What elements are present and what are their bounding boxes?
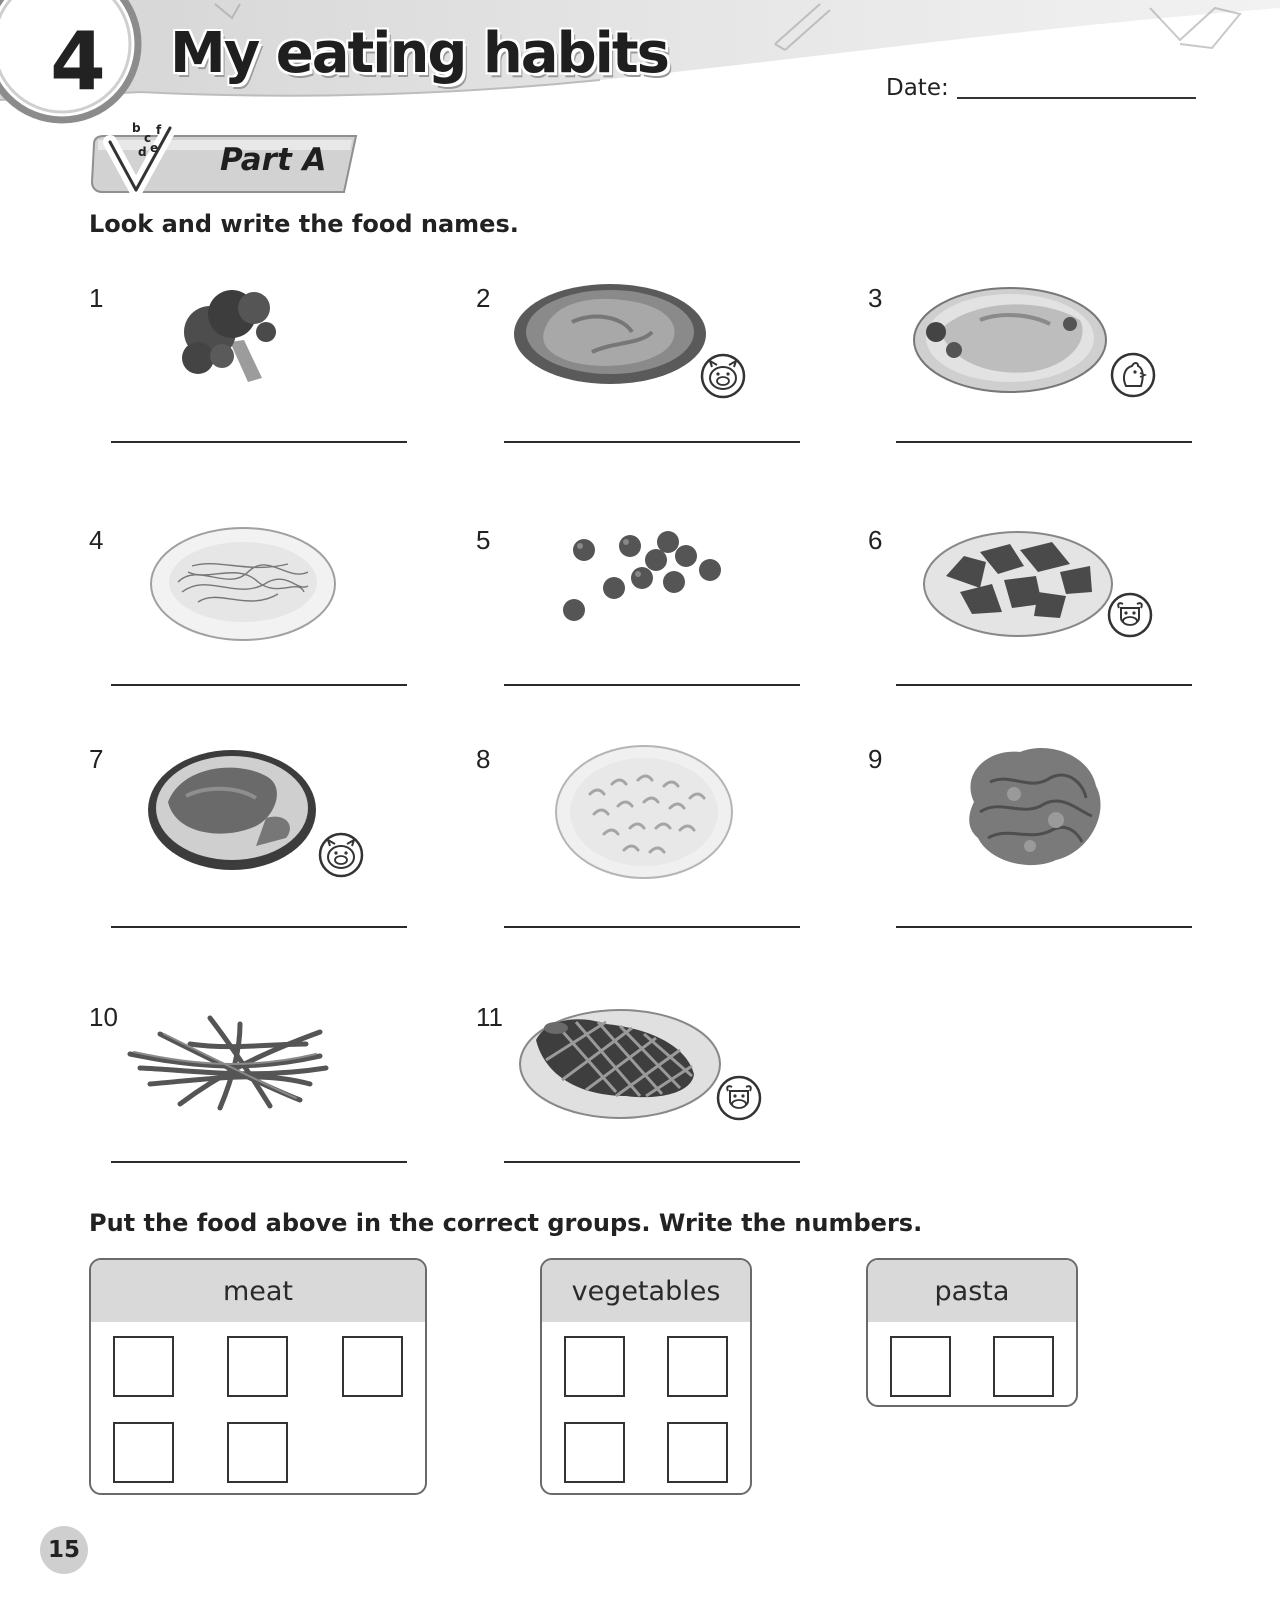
- item-number-2: 2: [476, 283, 491, 313]
- date-line[interactable]: [957, 97, 1196, 99]
- group-label-pasta: pasta: [868, 1260, 1076, 1322]
- item-number-11: 11: [476, 1002, 503, 1032]
- steak-plate-icon: [516, 1004, 724, 1122]
- meat-answer-box[interactable]: [113, 1336, 174, 1397]
- broccoli-icon: [170, 282, 295, 392]
- group-label-meat: meat: [91, 1260, 425, 1322]
- pork-chop-plate-icon: [146, 746, 322, 876]
- badge-letter-b: b: [132, 121, 141, 135]
- item-number-3: 3: [868, 283, 883, 313]
- answer-line-10[interactable]: [111, 1161, 407, 1163]
- answer-line-6[interactable]: [896, 684, 1192, 686]
- group-pasta: [866, 1258, 1078, 1407]
- instruction-groups: Put the food above in the correct groups. Write the numbers.: [89, 1209, 923, 1237]
- peas-icon: [550, 530, 730, 630]
- item-number-10: 10: [89, 1002, 118, 1032]
- green-beans-icon: [120, 1004, 338, 1114]
- cow-icon: [716, 1075, 762, 1121]
- meat-answer-box[interactable]: [227, 1336, 288, 1397]
- answer-line-3[interactable]: [896, 441, 1192, 443]
- answer-line-7[interactable]: [111, 926, 407, 928]
- chicken-plate-icon: [910, 280, 1110, 398]
- answer-line-9[interactable]: [896, 926, 1192, 928]
- vegetables-answer-box[interactable]: [667, 1336, 728, 1397]
- vegetables-answer-box[interactable]: [564, 1336, 625, 1397]
- answer-line-8[interactable]: [504, 926, 800, 928]
- answer-line-2[interactable]: [504, 441, 800, 443]
- answer-line-5[interactable]: [504, 684, 800, 686]
- date-label: Date:: [886, 75, 949, 101]
- item-number-8: 8: [476, 744, 491, 774]
- spaghetti-plate-icon: [148, 522, 338, 642]
- page-number: 15: [40, 1526, 88, 1574]
- badge-letter-f: f: [156, 123, 162, 137]
- lettuce-icon: [960, 742, 1108, 876]
- part-label: Part A: [220, 142, 327, 178]
- answer-line-11[interactable]: [504, 1161, 800, 1163]
- item-number-9: 9: [868, 744, 883, 774]
- group-vegetables: [540, 1258, 752, 1495]
- pasta-answer-box[interactable]: [993, 1336, 1054, 1397]
- item-number-7: 7: [89, 744, 104, 774]
- pasta-answer-box[interactable]: [890, 1336, 951, 1397]
- cow-icon: [1107, 592, 1153, 638]
- chicken-icon: [1110, 352, 1156, 398]
- badge-letter-c: c: [144, 131, 152, 145]
- group-meat: [89, 1258, 427, 1495]
- answer-line-1[interactable]: [111, 441, 407, 443]
- meat-answer-box[interactable]: [113, 1422, 174, 1483]
- vegetables-answer-box[interactable]: [564, 1422, 625, 1483]
- pig-icon: [700, 353, 746, 399]
- group-label-vegetables: vegetables: [542, 1260, 750, 1322]
- item-number-5: 5: [476, 525, 491, 555]
- beef-plate-icon: [920, 522, 1116, 640]
- page-title: My eating habits: [170, 21, 668, 86]
- pork-plate-icon: [512, 282, 712, 394]
- item-number-4: 4: [89, 525, 104, 555]
- item-number-6: 6: [868, 525, 883, 555]
- item-number-1: 1: [89, 283, 104, 313]
- meat-answer-box[interactable]: [227, 1422, 288, 1483]
- vegetables-answer-box[interactable]: [667, 1422, 728, 1483]
- answer-line-4[interactable]: [111, 684, 407, 686]
- badge-letter-d: d: [138, 145, 147, 159]
- unit-number: 4: [50, 15, 106, 108]
- instruction-write-names: Look and write the food names.: [89, 210, 519, 238]
- pig-icon: [318, 832, 364, 878]
- date-field[interactable]: [886, 70, 1196, 102]
- meat-answer-box[interactable]: [342, 1336, 403, 1397]
- macaroni-plate-icon: [554, 744, 734, 880]
- badge-letter-e: e: [150, 141, 159, 155]
